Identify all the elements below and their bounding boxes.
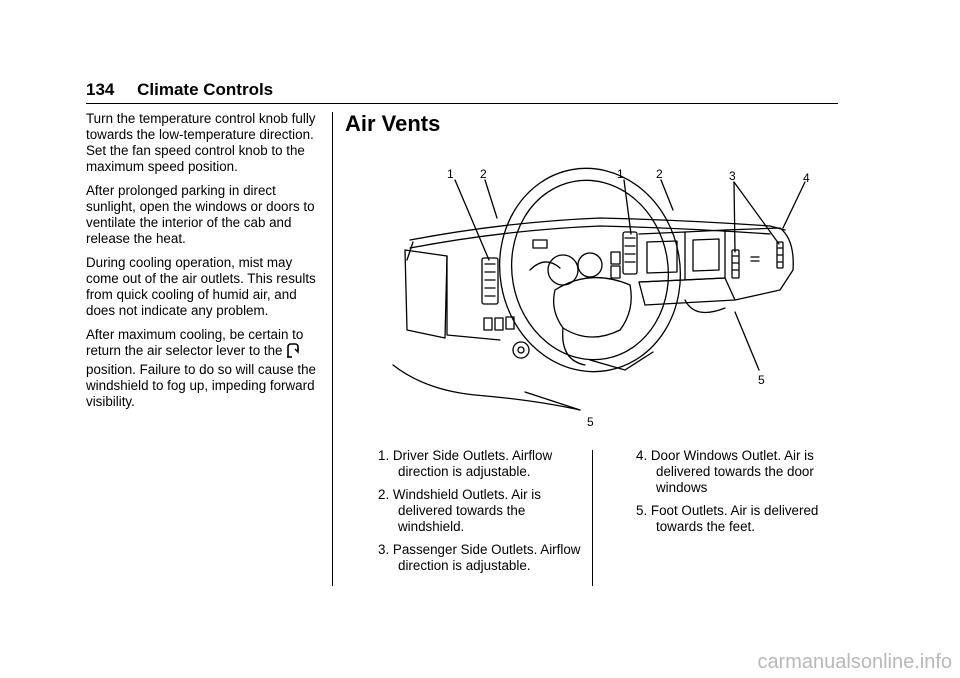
header-rule — [86, 103, 838, 104]
paragraph — [86, 327, 324, 410]
callout-label: 5 — [758, 373, 765, 387]
vent-mode-icon — [286, 343, 300, 362]
legend-list-right — [636, 448, 844, 542]
page-header — [86, 80, 273, 100]
paragraph-text-start: After maximum cooling, be certain to return the air selector lever to the — [86, 327, 304, 358]
legend-list-left — [378, 448, 588, 581]
page-number: 134 — [86, 80, 115, 99]
callout-label: 1 — [617, 167, 624, 181]
dashboard-air-vents-illustration — [385, 160, 825, 435]
legend-item: 4. Door Windows Outlet. Air is delivered towards the door windows — [636, 448, 814, 495]
legend-item: 2. Windshield Outlets. Air is delivered towards the windshield. — [378, 487, 541, 534]
legend-divider — [592, 450, 593, 586]
callout-label: 2 — [656, 167, 663, 181]
left-column — [86, 111, 324, 418]
callout-label: 3 — [729, 169, 736, 183]
callout-label: 1 — [447, 167, 454, 181]
callout-label: 2 — [480, 167, 487, 181]
section-title: Air Vents — [345, 111, 441, 136]
legend-item: 3. Passenger Side Outlets. Airflow direction is adjustable. — [378, 542, 581, 573]
paragraph-text-end: position. Failure to do so will cause the windshield to fog up, impeding forward visibility. — [86, 362, 316, 409]
section-heading: Climate Controls — [137, 80, 274, 99]
legend-item: 5. Foot Outlets. Air is delivered towards the feet. — [636, 503, 819, 534]
paragraph: After prolonged parking in direct sunlight, open the windows or doors to ventilate the interior of the cab and release the heat. — [86, 183, 315, 246]
paragraph: During cooling operation, mist may come out of the air outlets. This results from quick cooling of humid air, and does not indicate any problem. — [86, 255, 316, 318]
callout-label: 4 — [803, 171, 810, 185]
paragraph: Turn the temperature control knob fully towards the low-temperature direction. Set the fan speed control knob to the maximum speed position. — [86, 111, 316, 174]
legend-item: 1. Driver Side Outlets. Airflow direction is adjustable. — [378, 448, 553, 479]
column-divider — [332, 112, 333, 586]
watermark: carmanualsonline.info — [757, 651, 952, 673]
callout-label: 5 — [587, 415, 594, 429]
